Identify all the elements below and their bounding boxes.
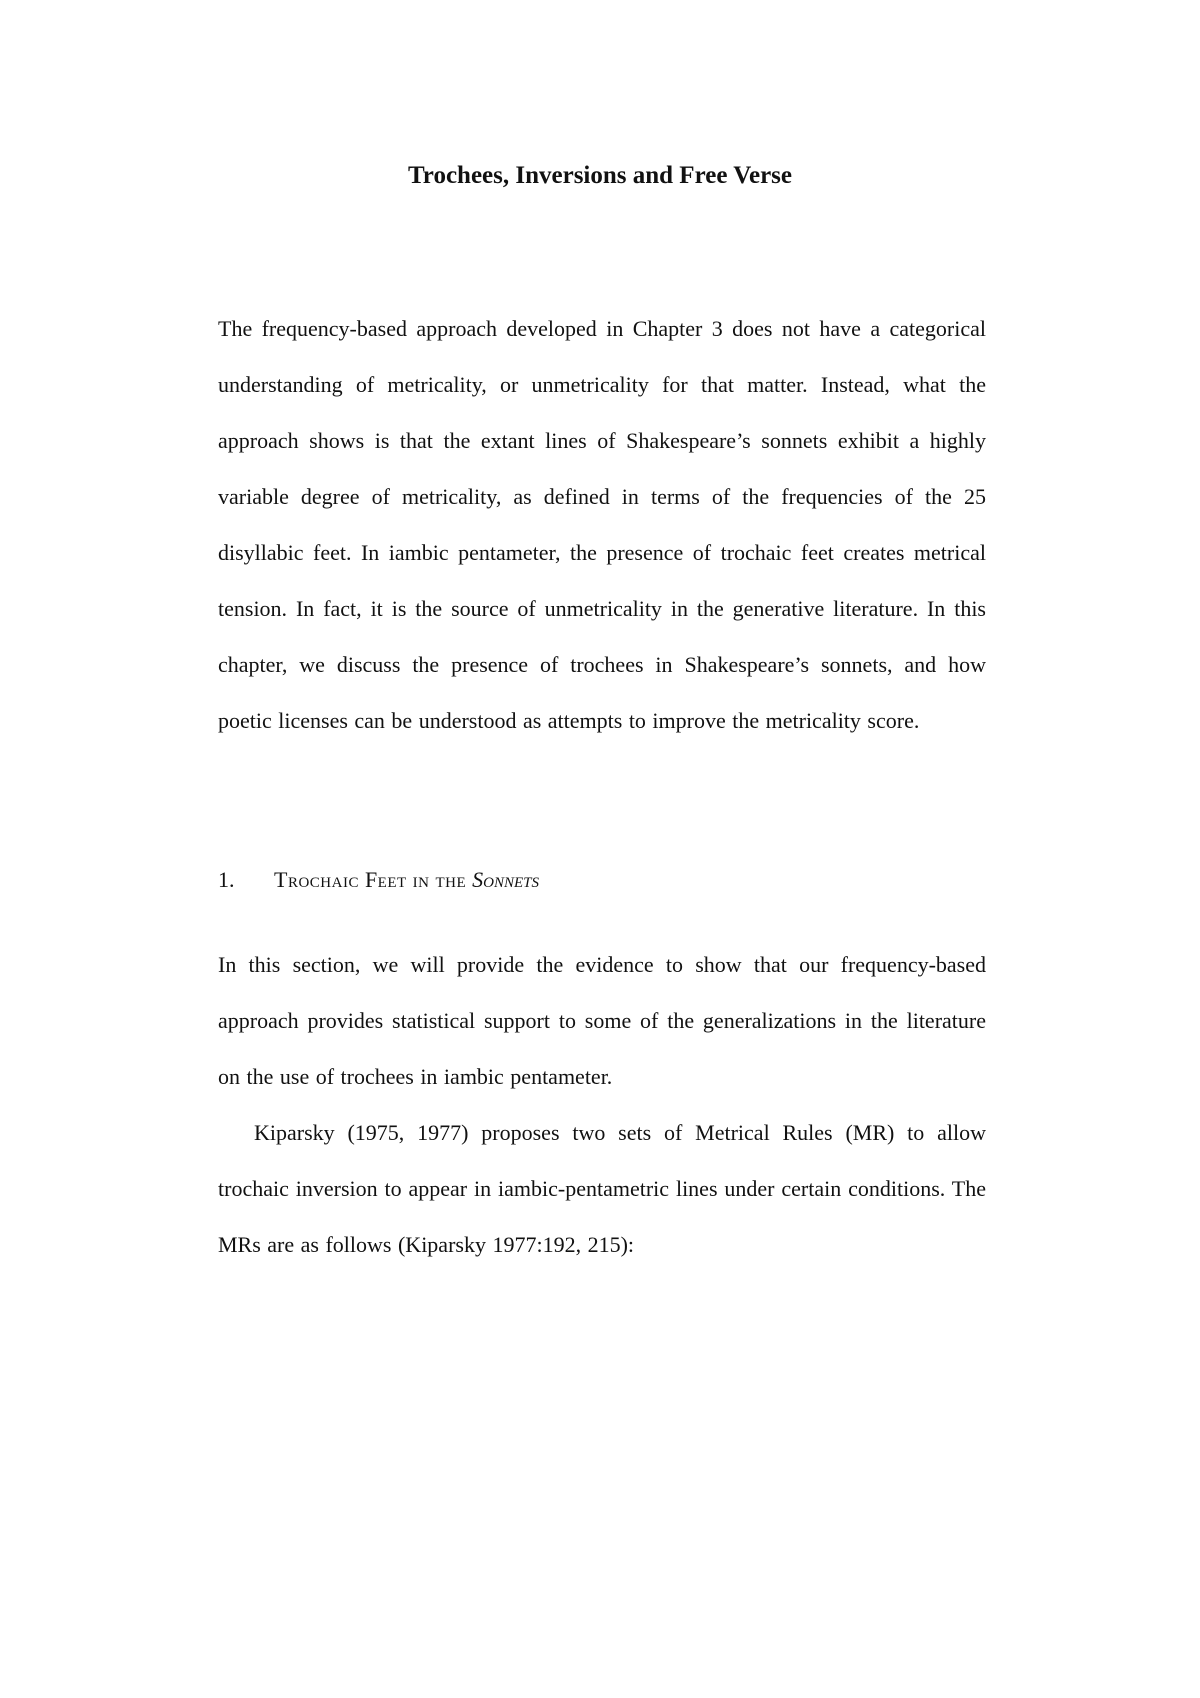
section-number: 1.	[218, 867, 235, 892]
intro-paragraph: The frequency-based approach developed in Chapter 3 does not have a categorical understanding of metricality, or unmetricality for that matter. Instead, what the approach shows is that the extant lines of Shakespeare’s sonnets exhibit a highly variable degree of metricality, as defined in terms of the frequencies of the 25 disyllabic feet. In iambic pentameter, the presence of trochaic feet creates metrical tension. In fact, it is the source of unmetricality in the generative literature. In this chapter, we discuss the presence of trochees in Shakespeare’s sonnets, and how poetic licenses can be understood as attempts to improve the metricality score.	[218, 316, 986, 733]
section-heading	[218, 864, 539, 896]
section-paragraph-1: In this section, we will provide the evidence to show that our frequency-based approach provides statistical support to some of the generalizations in the literature on the use of trochees in iambic pentameter.	[218, 952, 986, 1089]
section-heading-italic: Sonnets	[472, 867, 540, 892]
section-heading-text: Trochaic Feet in the	[274, 867, 473, 892]
document-title: Trochees, Inversions and Free Verse	[407, 162, 792, 189]
section-paragraph-2: Kiparsky (1975, 1977) proposes two sets of Metrical Rules (MR) to allow trochaic inversion to appear in iambic-pentametric lines under certain conditions. The MRs are as follows (Kiparsky 1977:192, 215):	[218, 1120, 986, 1257]
